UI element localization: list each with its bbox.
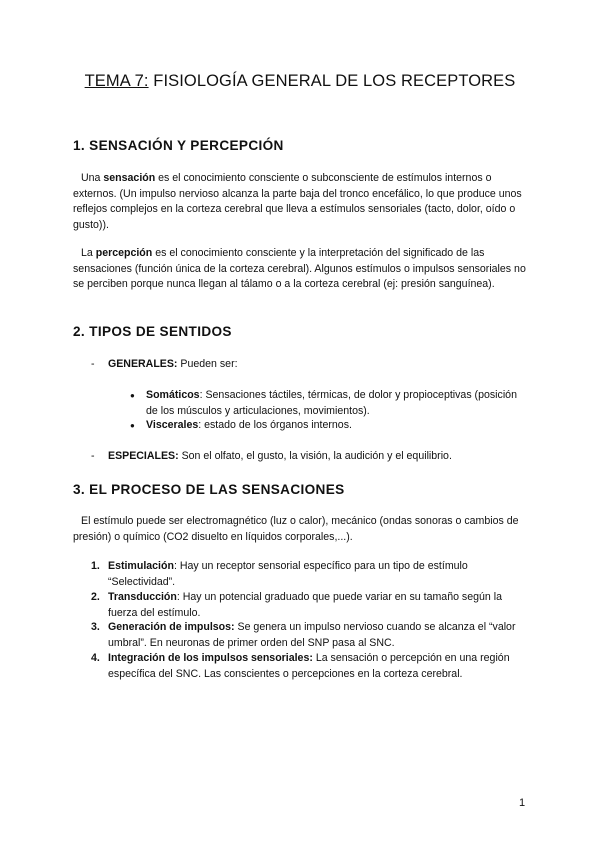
- text-run: Son el olfato, el gusto, la visión, la audición y el equilibrio.: [178, 450, 452, 462]
- term-sensacion: sensación: [103, 172, 156, 184]
- proceso-intro-paragraph: El estímulo puede ser electromagnético (luz o calor), mecánico (ondas sonoras o cambios de presión) o químico (CO2 disuelto en líquidos corporales,...).: [73, 515, 519, 543]
- generales-item: [108, 357, 238, 373]
- step-label: Generación de impulsos:: [108, 621, 235, 633]
- label-viscerales: Viscerales: [146, 419, 199, 431]
- text-run: : estado de los órganos internos.: [198, 419, 352, 431]
- step-number: 4.: [91, 652, 100, 664]
- step-number: 2.: [91, 591, 100, 603]
- text-run: : Sensaciones táctiles, térmicas, de dolor y propioceptivas (posición de los músculos y articulaciones, movimientos).: [146, 389, 517, 417]
- section-2-heading: 2. TIPOS DE SENTIDOS: [73, 324, 232, 339]
- section-1-heading: 1. SENSACIÓN Y PERCEPCIÓN: [73, 138, 284, 153]
- label-especiales: ESPECIALES:: [108, 450, 179, 462]
- section-3-heading: 3. EL PROCESO DE LAS SENSACIONES: [73, 482, 345, 497]
- somaticos-item: [146, 388, 531, 419]
- step-label: Transducción: [108, 591, 177, 603]
- especiales-item: [108, 449, 452, 465]
- step-integracion: [108, 651, 528, 682]
- step-label: Estimulación: [108, 560, 174, 572]
- step-label: Integración de los impulsos sensoriales:: [108, 652, 313, 664]
- dash-marker: -: [91, 450, 95, 462]
- label-somaticos: Somáticos: [146, 389, 200, 401]
- step-transduccion: [108, 590, 528, 621]
- dash-marker: -: [91, 358, 95, 370]
- text-run: Pueden ser:: [177, 358, 238, 370]
- sensacion-paragraph: [73, 171, 533, 233]
- bullet-icon: ●: [130, 421, 135, 430]
- page-number: 1: [519, 797, 526, 809]
- text-run: La sensación o percepción en una región específica del SNC. Las conscientes o percepciones en la corteza cerebral.: [108, 652, 510, 680]
- text-run: es el conocimiento consciente o subconsciente de estímulos internos o externos. (Un impulso nervioso alcanza la parte baja del tronco encefálico, lo que produce unos reflejos complejos en la corteza cerebral que lleva a estímulos sensoriales (tacto, dolor, oído o gusto)).: [73, 172, 522, 231]
- step-number: 3.: [91, 621, 100, 633]
- text-run: Una: [81, 172, 104, 184]
- text-run: La: [81, 247, 96, 259]
- bullet-icon: ●: [130, 391, 135, 400]
- term-percepcion: percepción: [95, 247, 153, 259]
- title-prefix: TEMA 7:: [84, 72, 149, 90]
- text-run: es el conocimiento consciente y la interpretación del significado de las sensaciones (función única de la corteza cerebral). Algunos estímulos o impulsos sensoriales no se perciben porque nunca llegan al tálamo o a la corteza cerebral (ej: presión sanguínea).: [73, 247, 526, 291]
- step-estimulacion: [108, 559, 528, 590]
- text-run: : Hay un receptor sensorial específico para un tipo de estímulo “Selectividad”.: [108, 560, 468, 588]
- viscerales-item: [146, 418, 531, 434]
- label-generales: GENERALES:: [108, 358, 178, 370]
- text-run: : Hay un potencial graduado que puede variar en su tamaño según la fuerza del estímulo.: [108, 591, 502, 619]
- title-text: FISIOLOGÍA GENERAL DE LOS RECEPTORES: [148, 72, 516, 90]
- percepcion-paragraph: [73, 246, 533, 293]
- page-title: [0, 72, 600, 91]
- step-number: 1.: [91, 560, 100, 572]
- step-generacion: [108, 620, 528, 651]
- text-run: Se genera un impulso nervioso cuando se alcanza el “valor umbral”. En neuronas de primer orden del SNP pasa al SNC.: [108, 621, 516, 649]
